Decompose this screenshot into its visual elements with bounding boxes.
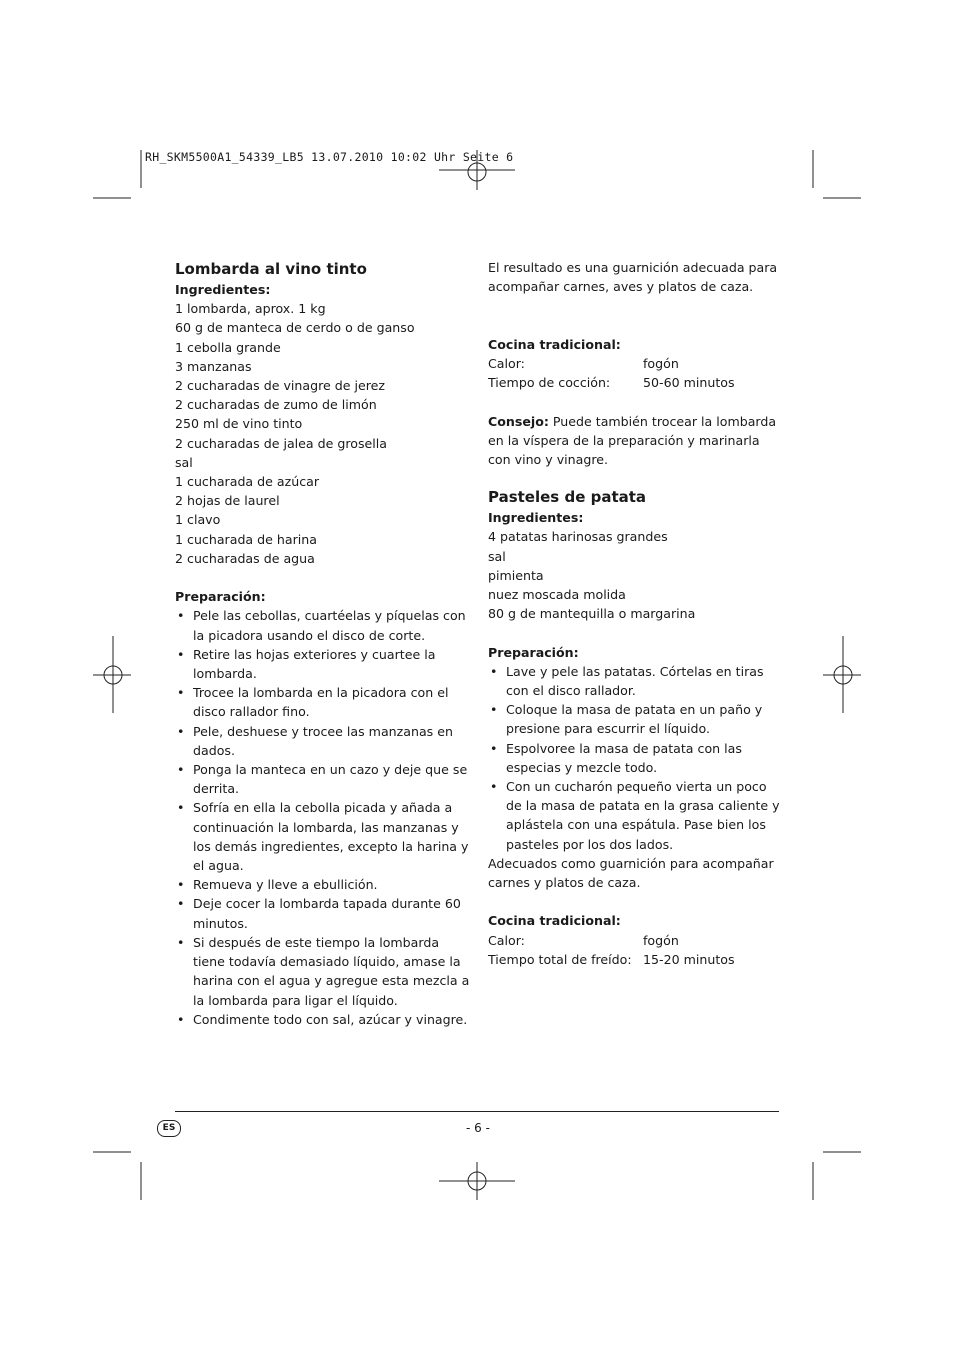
cooking-row: [488, 950, 783, 969]
preparation-heading: Preparación:: [175, 589, 266, 605]
tip-label: Consejo:: [488, 413, 549, 429]
ingredient-item: 2 cucharadas de vinagre de jerez: [175, 378, 386, 394]
left-column: [175, 258, 470, 1029]
ingredients-heading: Ingredientes:: [175, 282, 271, 297]
ingredient-item: 1 clavo: [175, 512, 221, 528]
cooking-heading: Cocina tradicional:: [488, 336, 621, 352]
ingredient-item: 2 cucharadas de zumo de limón: [175, 397, 377, 413]
step-item: • Retire las hojas exteriores y cuartee la lombarda.: [175, 645, 470, 683]
print-slug: RH_SKM5500A1_54339_LB5 13.07.2010 10:02 Uhr Seite 6: [145, 150, 514, 164]
page-number: - 6 -: [466, 1121, 490, 1135]
step-item: • Pele, deshuese y trocee las manzanas en dados.: [175, 722, 470, 760]
preparation-heading: Preparación:: [488, 644, 579, 660]
step-item: • Con un cucharón pequeño vierta un poco de la masa de patata en la grasa caliente y aplástela con una espátula. Pase bien los pasteles por los dos lados.: [488, 777, 783, 854]
ingredient-item: 1 cucharada de harina: [175, 531, 317, 547]
intro-paragraph: El resultado es una guarnición adecuada para acompañar carnes, aves y platos de caza.: [488, 260, 778, 295]
ingredient-item: 1 lombarda, aprox. 1 kg: [175, 301, 326, 317]
ingredient-item: 2 cucharadas de jalea de grosella: [175, 435, 388, 451]
cooking-value: fogón: [643, 932, 679, 948]
ingredient-item: sal: [175, 454, 193, 470]
step-item: • Condimente todo con sal, azúcar y vinagre.: [175, 1010, 470, 1029]
preparation-steps: [488, 662, 783, 854]
ingredients-list: [488, 527, 783, 623]
ingredient-item: 250 ml de vino tinto: [175, 416, 303, 432]
ingredient-item: 2 hojas de laurel: [175, 493, 280, 509]
ingredient-item: 4 patatas harinosas grandes: [488, 529, 668, 545]
step-item: • Si después de este tiempo la lombarda tiene todavía demasiado líquido, amase la harina con el agua y agregue esta mezcla a la lombarda para ligar el líquido.: [175, 933, 470, 1010]
cooking-label: Calor:: [488, 932, 525, 948]
ingredient-item: sal: [488, 548, 506, 564]
step-item: • Pele las cebollas, cuartéelas y píquelas con la picadora usando el disco de corte.: [175, 606, 470, 644]
outro-paragraph: Adecuados como guarnición para acompañar carnes y platos de caza.: [488, 855, 774, 891]
ingredient-item: 80 g de mantequilla o margarina: [488, 606, 696, 622]
cooking-label: Calor:: [488, 355, 525, 371]
step-item: • Remueva y lleve a ebullición.: [175, 875, 470, 894]
ingredient-item: 2 cucharadas de agua: [175, 550, 315, 566]
step-item: • Ponga la manteca en un cazo y deje que se derrita.: [175, 760, 470, 798]
cooking-heading: Cocina tradicional:: [488, 913, 621, 929]
recipe-title: Lombarda al vino tinto: [175, 260, 367, 278]
cooking-row: [488, 931, 783, 950]
ingredient-item: 1 cebolla grande: [175, 339, 281, 355]
ingredients-heading: Ingredientes:: [488, 510, 584, 526]
ingredients-list: [175, 299, 470, 568]
cooking-value: 50-60 minutos: [643, 375, 735, 391]
tip-text: Puede también trocear la lombarda en la víspera de la preparación y marinarla con vino y vinagre.: [488, 413, 777, 467]
cooking-row: [488, 373, 783, 392]
ingredient-item: nuez moscada molida: [488, 587, 626, 602]
ingredient-item: 60 g de manteca de cerdo o de ganso: [175, 320, 415, 336]
tip-paragraph: [488, 412, 783, 470]
recipe-title: Pasteles de patata: [488, 488, 647, 507]
cooking-row: [488, 354, 783, 373]
cooking-value: fogón: [643, 355, 679, 371]
ingredient-item: 1 cucharada de azúcar: [175, 474, 320, 490]
language-badge: ES: [157, 1120, 181, 1137]
cooking-value: 15-20 minutos: [643, 951, 735, 967]
step-item: • Trocee la lombarda en la picadora con el disco rallador fino.: [175, 683, 470, 721]
preparation-steps: [175, 606, 470, 1028]
ingredient-item: pimienta: [488, 567, 544, 583]
step-item: • Sofría en ella la cebolla picada y añada a continuación la lombarda, las manzanas y los demás ingredientes, excepto la harina y el agua.: [175, 798, 470, 875]
step-item: • Lave y pele las patatas. Córtelas en tiras con el disco rallador.: [488, 662, 783, 700]
ingredient-item: 3 manzanas: [175, 358, 252, 374]
right-column: [488, 258, 783, 969]
step-item: • Coloque la masa de patata en un paño y presione para escurrir el líquido.: [488, 700, 783, 738]
cooking-label: Tiempo total de freído:: [488, 951, 632, 967]
step-item: • Espolvoree la masa de patata con las especias y mezcle todo.: [488, 739, 783, 777]
footer-rule: [175, 1111, 779, 1112]
cooking-label: Tiempo de cocción:: [488, 375, 611, 391]
step-item: • Deje cocer la lombarda tapada durante 60 minutos.: [175, 894, 470, 932]
